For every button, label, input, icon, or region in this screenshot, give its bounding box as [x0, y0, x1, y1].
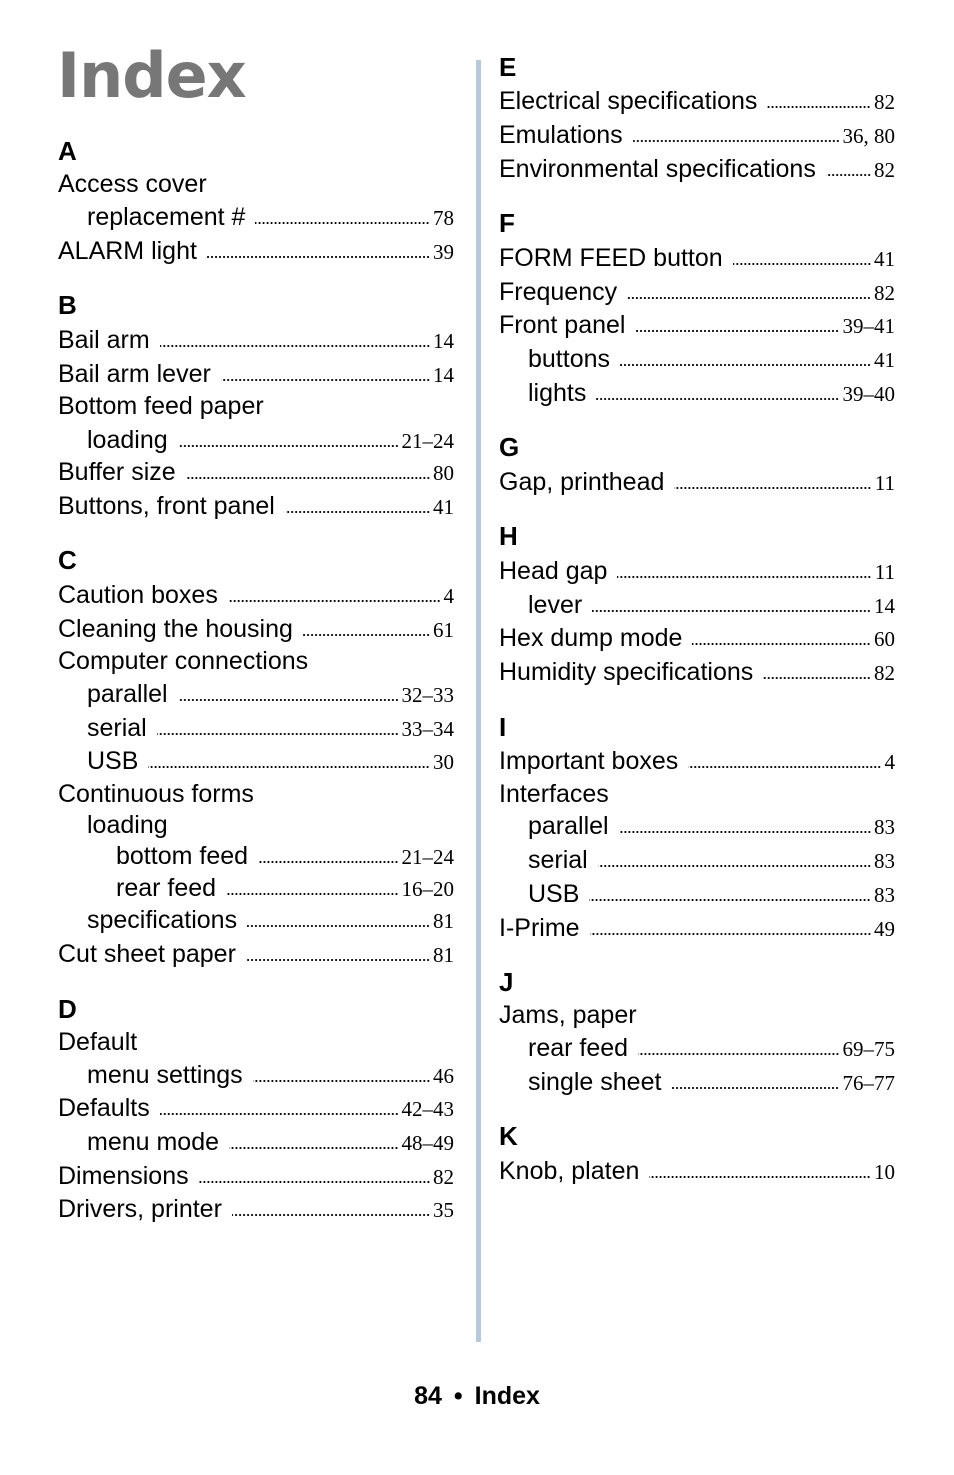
section-heading-e: E [499, 52, 517, 82]
page-reference: 48–49 [401, 1131, 454, 1155]
page-reference: 16–20 [401, 877, 454, 901]
dot-leader [688, 765, 881, 769]
index-term: serial [87, 714, 147, 742]
index-subentry [58, 873, 454, 903]
index-entry [58, 1194, 454, 1224]
index-entry [499, 154, 895, 184]
dot-leader [303, 633, 430, 637]
dot-leader [633, 139, 840, 143]
index-entry [499, 467, 895, 497]
index-term: Cut sheet paper [58, 940, 236, 968]
index-term: parallel [87, 680, 168, 708]
dot-leader [733, 262, 871, 266]
index-term: Knob, platen [499, 1157, 640, 1185]
dot-leader [767, 105, 871, 109]
index-term: Emulations [499, 121, 623, 149]
index-subentry [58, 1127, 454, 1157]
dot-leader [157, 732, 399, 736]
index-entry [499, 913, 895, 943]
section-heading-b: B [58, 290, 77, 320]
index-term: Bail arm [58, 326, 150, 354]
page-reference: 4 [884, 750, 895, 774]
index-term: parallel [528, 812, 609, 840]
index-subentry [499, 1033, 895, 1063]
section-heading-k: K [499, 1121, 518, 1151]
index-entry [58, 457, 454, 487]
index-entry [499, 120, 895, 150]
index-term: Interfaces [499, 780, 609, 808]
index-term: Caution boxes [58, 581, 218, 609]
page-reference: 14 [433, 329, 454, 353]
index-term: FORM FEED button [499, 244, 723, 272]
page-reference: 83 [874, 849, 895, 873]
index-entry [499, 1000, 895, 1030]
page-reference: 46 [433, 1064, 454, 1088]
dot-leader [148, 765, 430, 769]
index-subentry [499, 845, 895, 875]
section-heading-h: H [499, 521, 518, 551]
page-reference: 21–24 [401, 845, 454, 869]
index-subentry [499, 811, 895, 841]
index-term: rear feed [528, 1034, 629, 1062]
page-reference: 60 [874, 627, 895, 651]
index-entry [58, 491, 454, 521]
index-term: Jams, paper [499, 1001, 637, 1029]
index-entry [58, 1093, 454, 1123]
dot-leader [638, 1052, 839, 1056]
page-reference: 42–43 [401, 1097, 454, 1121]
section-heading-f: F [499, 208, 515, 238]
page-reference: 83 [874, 883, 895, 907]
index-term: buttons [528, 345, 611, 373]
index-term: Electrical specifications [499, 87, 758, 115]
index-term: Gap, printhead [499, 468, 665, 496]
index-entry [58, 325, 454, 355]
page-footer [0, 1381, 954, 1411]
index-term: bottom feed [116, 842, 249, 870]
index-term: replacement # [87, 203, 246, 231]
section-heading-i: I [499, 712, 507, 742]
dot-leader [178, 444, 399, 448]
index-subentry [58, 679, 454, 709]
index-term: USB [528, 880, 580, 908]
index-term: USB [87, 747, 139, 775]
index-entry [499, 1156, 895, 1186]
index-term: loading [87, 426, 168, 454]
index-entry [58, 580, 454, 610]
index-subentry [499, 879, 895, 909]
index-entry [499, 623, 895, 653]
dot-leader [228, 599, 441, 603]
index-entry [58, 614, 454, 644]
footer-separator: • [453, 1382, 463, 1410]
footer-section-label: Index [474, 1382, 540, 1410]
index-term: Computer connections [58, 647, 309, 675]
index-entry [58, 391, 454, 421]
dot-leader [232, 1213, 430, 1217]
index-term: Bottom feed paper [58, 392, 264, 420]
page-reference: 82 [874, 661, 895, 685]
index-term: Bail arm lever [58, 360, 211, 388]
page-reference: 80 [433, 461, 454, 485]
index-term: Defaults [58, 1094, 150, 1122]
dot-leader [627, 296, 871, 300]
page-reference: 41 [433, 495, 454, 519]
page-reference: 39 [433, 240, 454, 264]
dot-leader [674, 486, 871, 490]
index-entry [58, 1027, 454, 1057]
page-reference: 82 [874, 158, 895, 182]
index-subentry [58, 810, 454, 840]
page-reference: 4 [443, 584, 454, 608]
dot-leader [826, 173, 871, 177]
index-entry [499, 86, 895, 116]
index-term: specifications [87, 906, 238, 934]
page-reference: 11 [874, 471, 895, 495]
page-reference: 82 [433, 1165, 454, 1189]
page-reference: 61 [433, 618, 454, 642]
page-reference: 76–77 [842, 1071, 895, 1095]
dot-leader [258, 860, 398, 864]
section-heading-g: G [499, 432, 520, 462]
index-subentry [58, 202, 454, 232]
dot-leader [598, 864, 871, 868]
index-subentry [58, 425, 454, 455]
dot-leader [178, 698, 399, 702]
dot-leader [247, 924, 430, 928]
dot-leader [255, 221, 430, 225]
index-subentry [58, 746, 454, 776]
index-entry [58, 939, 454, 969]
dot-leader [285, 510, 430, 514]
page-reference: 21–24 [401, 429, 454, 453]
index-term: Humidity specifications [499, 658, 754, 686]
index-term: Hex dump mode [499, 624, 683, 652]
page-reference: 35 [433, 1198, 454, 1222]
dot-leader [160, 344, 430, 348]
page-reference: 49 [874, 917, 895, 941]
index-subentry [58, 1060, 454, 1090]
page-reference: 10 [874, 1160, 895, 1184]
index-term: lights [528, 379, 587, 407]
index-entry [499, 657, 895, 687]
index-entry [58, 236, 454, 266]
index-subentry [499, 1067, 895, 1097]
index-entry [58, 779, 454, 809]
index-entry [499, 243, 895, 273]
dot-leader [620, 363, 871, 367]
page-reference: 33–34 [401, 717, 454, 741]
index-term: Frequency [499, 278, 618, 306]
section-heading-d: D [58, 994, 77, 1024]
index-term: menu mode [87, 1128, 220, 1156]
index-term: serial [528, 846, 588, 874]
index-term: Buttons, front panel [58, 492, 275, 520]
section-heading-a: A [58, 136, 77, 166]
page-reference: 83 [874, 815, 895, 839]
dot-leader [226, 892, 398, 896]
index-entry [58, 169, 454, 199]
dot-leader [619, 830, 871, 834]
dot-leader [221, 378, 430, 382]
dot-leader [592, 609, 871, 613]
index-term: rear feed [116, 874, 217, 902]
index-term: Front panel [499, 311, 626, 339]
page-reference: 30 [433, 750, 454, 774]
dot-leader [253, 1079, 430, 1083]
index-term: Dimensions [58, 1162, 189, 1190]
page-reference: 41 [874, 247, 895, 271]
index-subentry [58, 713, 454, 743]
index-entry [58, 359, 454, 389]
section-heading-j: J [499, 967, 514, 997]
dot-leader [763, 676, 871, 680]
index-term: Important boxes [499, 747, 679, 775]
page-reference: 81 [433, 909, 454, 933]
index-term: Default [58, 1028, 138, 1056]
index-term: loading [87, 811, 168, 839]
dot-leader [207, 255, 430, 259]
page-number: 84 [414, 1382, 442, 1410]
index-subentry [58, 841, 454, 871]
column-divider [476, 60, 481, 1342]
page-reference: 39–40 [842, 382, 895, 406]
index-term: Drivers, printer [58, 1195, 222, 1223]
dot-leader [596, 397, 839, 401]
index-subentry [58, 905, 454, 935]
dot-leader [160, 1112, 399, 1116]
dot-leader [590, 932, 871, 936]
dot-leader [199, 1180, 430, 1184]
dot-leader [246, 958, 430, 962]
index-term: Access cover [58, 170, 207, 198]
page-reference: 78 [433, 206, 454, 230]
page-reference: 39–41 [842, 314, 895, 338]
index-entry [58, 1161, 454, 1191]
index-subentry [499, 590, 895, 620]
index-entry [499, 277, 895, 307]
index-term: Head gap [499, 557, 608, 585]
page-reference: 69–75 [842, 1037, 895, 1061]
index-entry [58, 646, 454, 676]
section-heading-c: C [58, 545, 77, 575]
index-term: Continuous forms [58, 780, 254, 808]
index-entry [499, 556, 895, 586]
index-term: ALARM light [58, 237, 197, 265]
index-subentry [499, 344, 895, 374]
page-reference: 36, 80 [842, 124, 895, 148]
page-reference: 32–33 [401, 683, 454, 707]
index-entry [499, 779, 895, 809]
page-reference: 14 [433, 363, 454, 387]
dot-leader [692, 642, 871, 646]
page-reference: 81 [433, 943, 454, 967]
dot-leader [229, 1146, 398, 1150]
index-subentry [499, 378, 895, 408]
dot-leader [617, 575, 871, 579]
page-reference: 11 [874, 560, 895, 584]
page-reference: 82 [874, 90, 895, 114]
index-entry [499, 310, 895, 340]
dot-leader [589, 898, 871, 902]
index-term: I-Prime [499, 914, 580, 942]
index-term: lever [528, 591, 583, 619]
index-term: Environmental specifications [499, 155, 816, 183]
dot-leader [649, 1175, 871, 1179]
index-term: menu settings [87, 1061, 243, 1089]
page-reference: 82 [874, 281, 895, 305]
page-reference: 14 [874, 594, 895, 618]
index-entry [499, 746, 895, 776]
dot-leader [635, 329, 839, 333]
page-title: Index [57, 39, 246, 112]
dot-leader [671, 1086, 839, 1090]
index-term: Cleaning the housing [58, 615, 293, 643]
index-term: Buffer size [58, 458, 176, 486]
page-reference: 41 [874, 348, 895, 372]
index-term: single sheet [528, 1068, 662, 1096]
dot-leader [186, 476, 430, 480]
